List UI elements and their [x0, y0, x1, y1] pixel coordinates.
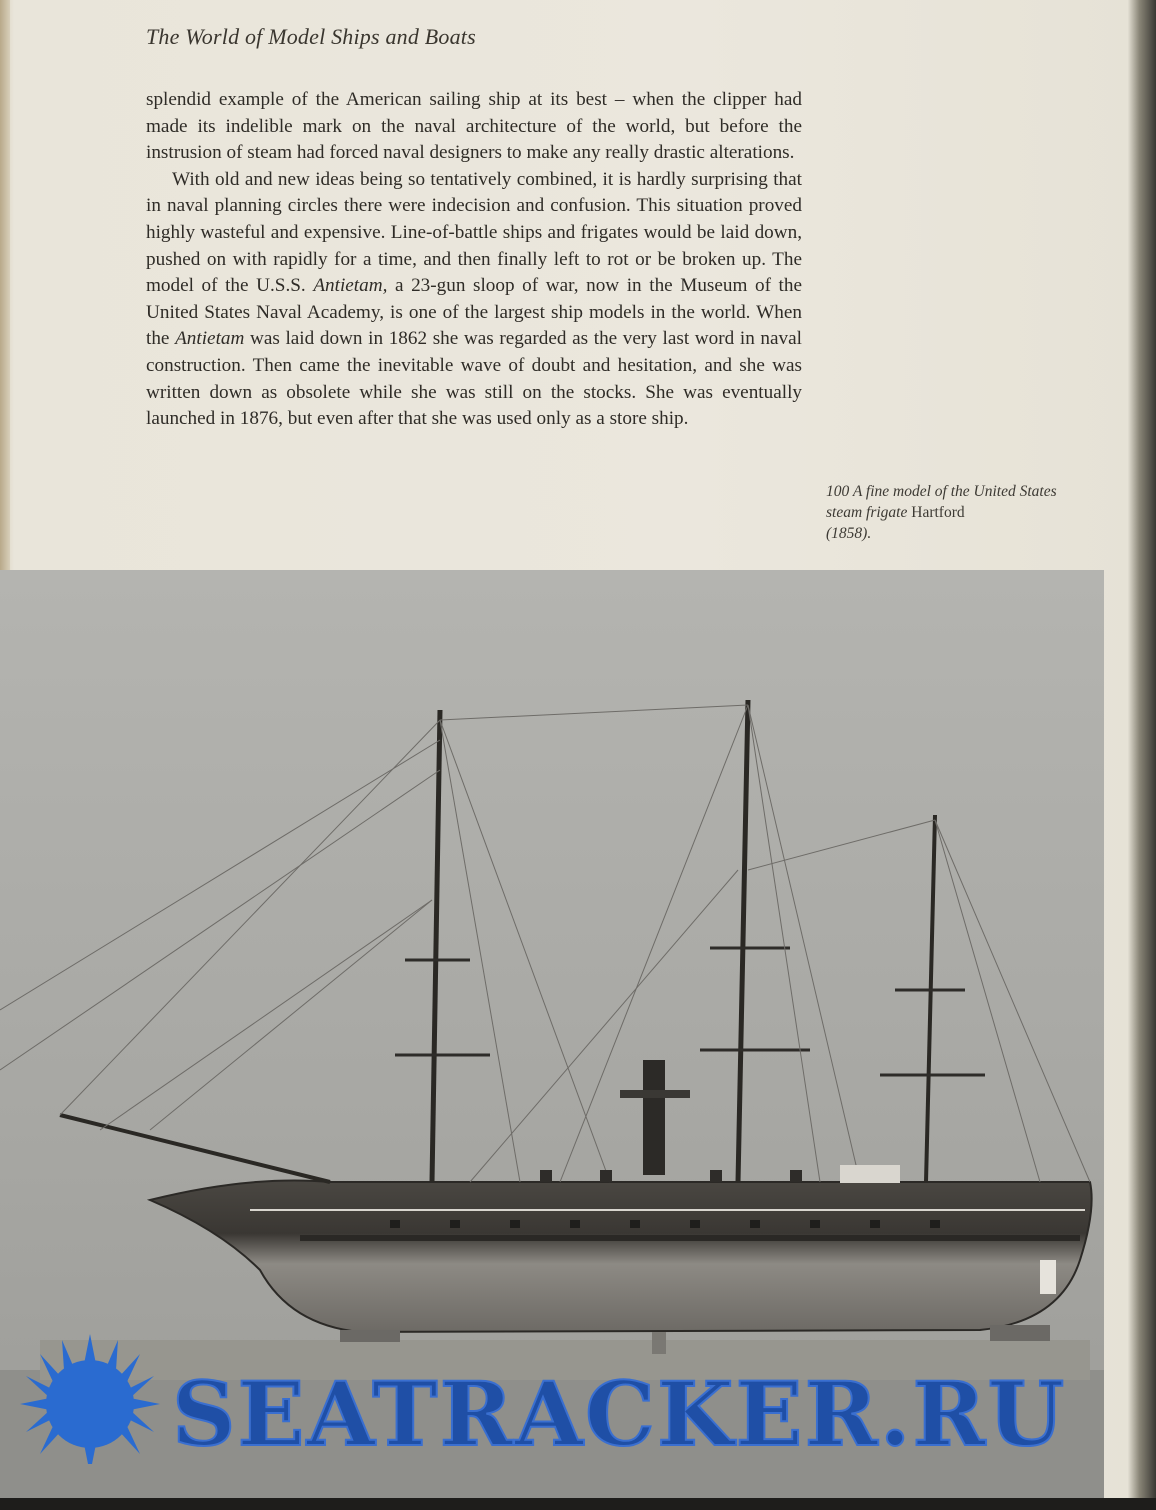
figure-caption: 100 A fine model of the United States steam frigate Hartford (1858).	[826, 483, 1057, 542]
paragraph-1: splendid example of the American sailing ship at its best – when the clipper had made its indelible mark on the naval architecture of the world, but before the instrusion of steam had forced naval designers to make any really drastic alterations.	[146, 89, 802, 164]
watermark-text: SEATRACKER.RU	[172, 1362, 1067, 1466]
running-head: The World of Model Ships and Boats	[146, 24, 476, 49]
page-right-edge	[1128, 0, 1156, 1510]
ship-name-antietam: Antietam,	[313, 275, 388, 297]
bottom-scan-border	[0, 1498, 1156, 1510]
ship-name-antietam-2: Antietam	[175, 328, 245, 350]
body-text	[146, 87, 802, 433]
paragraph-2: With old and new ideas being so tentatively combined, it is hardly surprising that in naval planning circles there were indecision and confusion. This situation proved highly wasteful and expensive. Line-of-battle ships and frigates would be laid down, pushed on with rapidly for a time, and then finally left to rot or be broken up. The model of the U.S.S. Antietam, a 23-gun sloop of war, now in the Museum of the United States Naval Academy, is one of the largest ship models in the world. When the Antietam was laid down in 1862 she was regarded as the very last word in naval construction. Then came the inevitable wave of doubt and hesitation, and she was written down as obsolete while she was still on the stocks. She was eventually launched in 1876, but even after that she was used only as a store ship.	[146, 168, 803, 430]
